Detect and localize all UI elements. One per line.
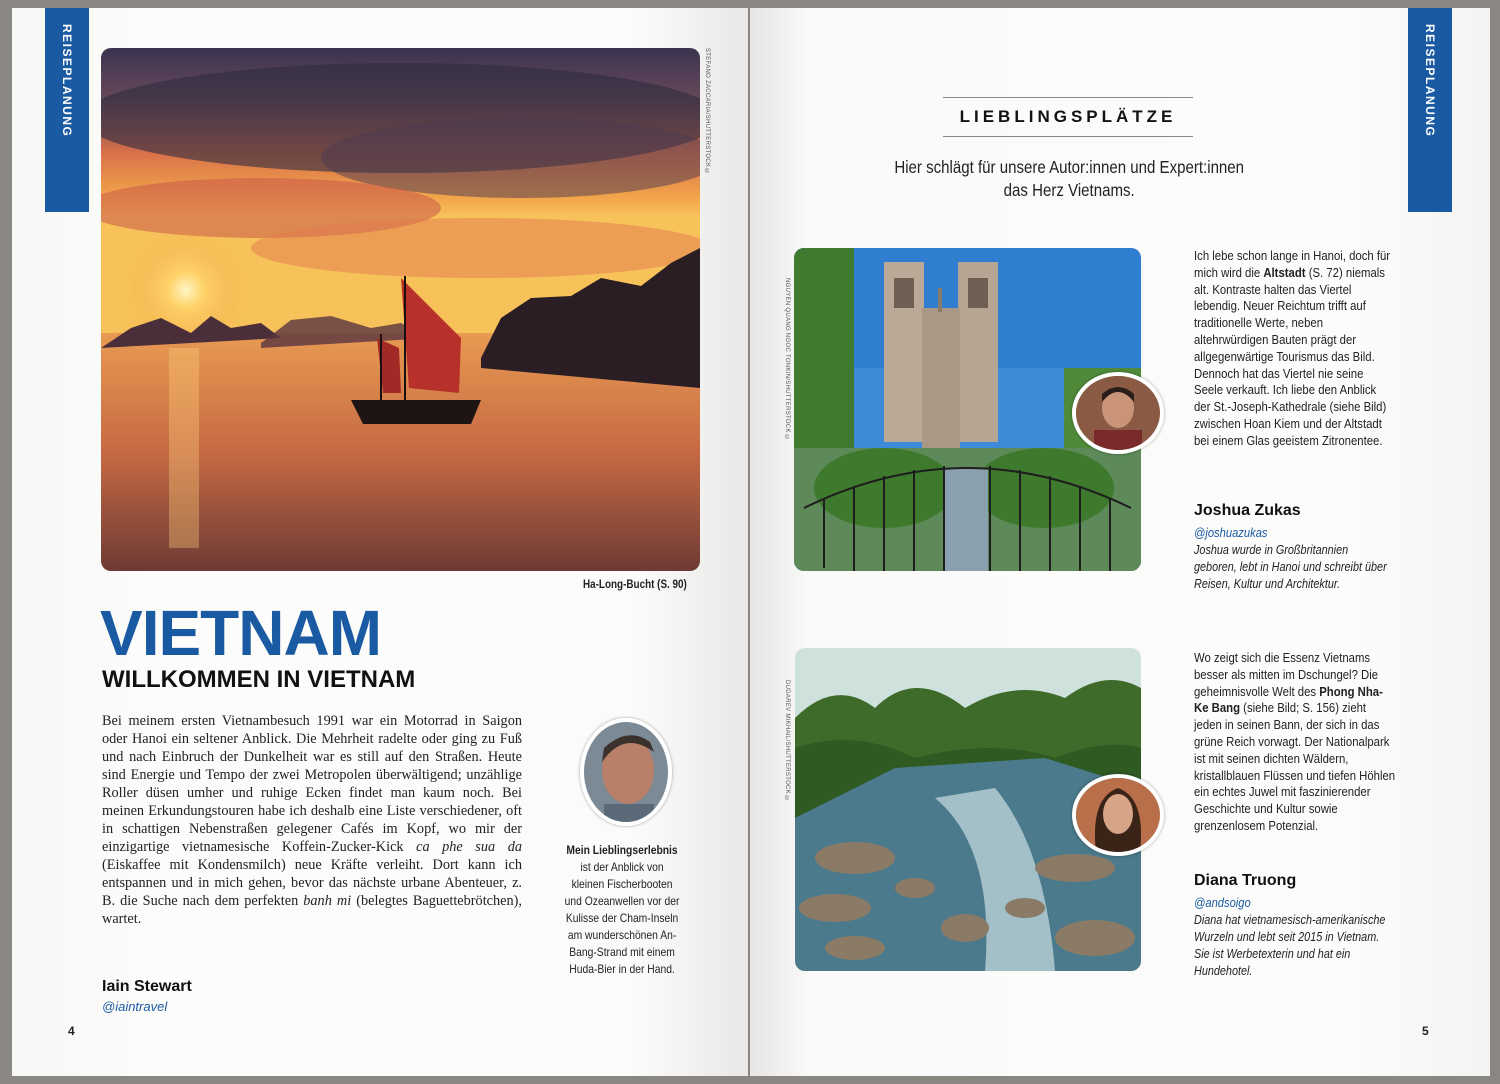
- page-number: 4: [68, 1024, 75, 1038]
- photo-credit: DUDAREV MIKHAIL/SHUTTERSTOCK ©: [784, 680, 790, 803]
- author-handle[interactable]: @andsoigo: [1194, 895, 1251, 910]
- author-name: Joshua Zukas: [1194, 502, 1301, 519]
- author-bio: Joshua wurde in Großbritannien geboren, lebt in Hanoi und schreibt über Reisen, Kultur und Architektur.: [1194, 543, 1387, 591]
- page-title: VIETNAM: [100, 597, 381, 669]
- favorite-experience-label: Mein Lieblingserlebnis: [566, 843, 678, 857]
- page-number: 5: [1422, 1024, 1429, 1038]
- entry-text-part: Wo zeigt sich die Essenz Vietnams besser als mitten im Dschungel? Die geheimnisvolle Welt des: [1194, 650, 1379, 699]
- section-tab: [1408, 8, 1452, 212]
- intro-body: [102, 712, 522, 928]
- left-page: [12, 8, 748, 1076]
- body-text: (Eiskaffee mit Kondensmilch) neue Kräfte verleiht. Dort kann ich entspannen und in mich gehen, bevor das nächste urbane Abenteuer, z. B. die Suche nach dem perfekten: [102, 857, 522, 909]
- author-handle[interactable]: @joshuazukas: [1194, 525, 1268, 540]
- halong-bay-photo: [101, 48, 700, 571]
- heading-rule-top: [943, 97, 1193, 98]
- favorite-experience: [564, 842, 680, 978]
- author-name: Iain Stewart: [102, 978, 192, 995]
- photo-credit: NGUYEN QUANG NGOC TONKIN/SHUTTERSTOCK ©: [784, 278, 790, 442]
- author-name: Diana Truong: [1194, 872, 1297, 889]
- photo-caption: Ha-Long-Bucht (S. 90): [583, 579, 687, 591]
- entry-text-part: (S. 72) niemals alt. Kontraste halten das Viertel lebendig. Neuer Reichtum trifft auf traditionelle Werte, neben altehrwürdigen Bauten prägt der allgegenwärtige Tourismus das Bild. Dennoch hat das Viertel nie seine Seele verkauft. Ich liebe den Anblick der St.-Joseph-Kathedrale (siehe Bild) zwischen Hoan Kiem und der Altstadt bei einem Glas geeistem Zitronentee.: [1194, 264, 1387, 448]
- section-intro-line: Hier schlägt für unsere Autor:innen und Expert:innen: [894, 157, 1245, 177]
- photo-credit: STEFANO ZACCARIA/SHUTTERSTOCK ©: [704, 48, 710, 176]
- entry-highlight: Phong Nha-Ke Bang: [1194, 683, 1383, 716]
- entry-text-part: Ich lebe schon lange in Hanoi, doch für mich wird die: [1194, 248, 1391, 280]
- section-tab-label: REISEPLANUNG: [60, 24, 74, 138]
- author-bio: Diana hat vietnamesisch-amerikanische Wurzeln und lebt seit 2015 in Vietnam. Sie ist Werbetexterin und hat ein Hundehotel.: [1194, 913, 1386, 978]
- body-text: Bei meinem ersten Vietnambesuch 1991 war ein Motorrad in Saigon oder Hanoi ein seltener Anblick. Die Mehrheit radelte oder ging zu Fuß und nach Einbruch der Dunkelheit war es still auf den Straßen. Heute sind Energie und Tempo der zwei Metropolen überwältigend; unzählige Roller düsen umher und ruhige Ecken findet man kaum noch. Bei meinen Erkundungstouren habe ich deshalb eine Liste verschiedener, oft in schattigen Nebenstraßen gelegener Cafés im Kopf, wo mir der einzigartige vietnamesische Koffein-Zucker-Kick: [102, 713, 522, 855]
- right-page: [750, 8, 1490, 1076]
- section-intro: [880, 156, 1258, 202]
- section-tab-label: REISEPLANUNG: [1423, 24, 1437, 138]
- entry-text-part: (siehe Bild; S. 156) zieht jeden in seinen Bann, der sich in das grüne Reich vorwagt. Der Nationalpark ist mit seinen dichten Wäldern, kristallblauen Flüssen und tiefen Höhlen ein echtes Juwel mit faszinierender Geschichte und Kultur sowie grenzenlosem Potenzial.: [1194, 700, 1396, 833]
- body-text-italic: banh mi: [303, 893, 352, 909]
- entry-text: [1194, 650, 1395, 835]
- author-portrait: [1072, 774, 1164, 856]
- heading-rule-bottom: [943, 136, 1193, 137]
- body-text-italic: ca phe sua da: [416, 839, 522, 855]
- section-heading: LIEBLINGSPLÄTZE: [959, 107, 1177, 126]
- author-handle[interactable]: @iaintravel: [102, 999, 168, 1014]
- entry-highlight: Altstadt: [1263, 264, 1306, 280]
- author-portrait: [580, 718, 672, 826]
- body-text: (belegtes Baguettebrötchen), wartet.: [102, 893, 522, 927]
- author-portrait: [1072, 372, 1164, 454]
- page-subtitle: WILLKOMMEN IN VIETNAM: [102, 666, 416, 693]
- section-tab: [45, 8, 89, 212]
- entry-text: [1194, 248, 1395, 450]
- favorite-experience-text: ist der Anblick von kleinen Fischerbooten und Ozeanwellen vor der Kulisse der Cham-Inseln am wunderschönen An-Bang-Strand mit einem Huda-Bier in der Hand.: [564, 860, 680, 976]
- section-intro-line: das Herz Vietnams.: [1003, 180, 1135, 200]
